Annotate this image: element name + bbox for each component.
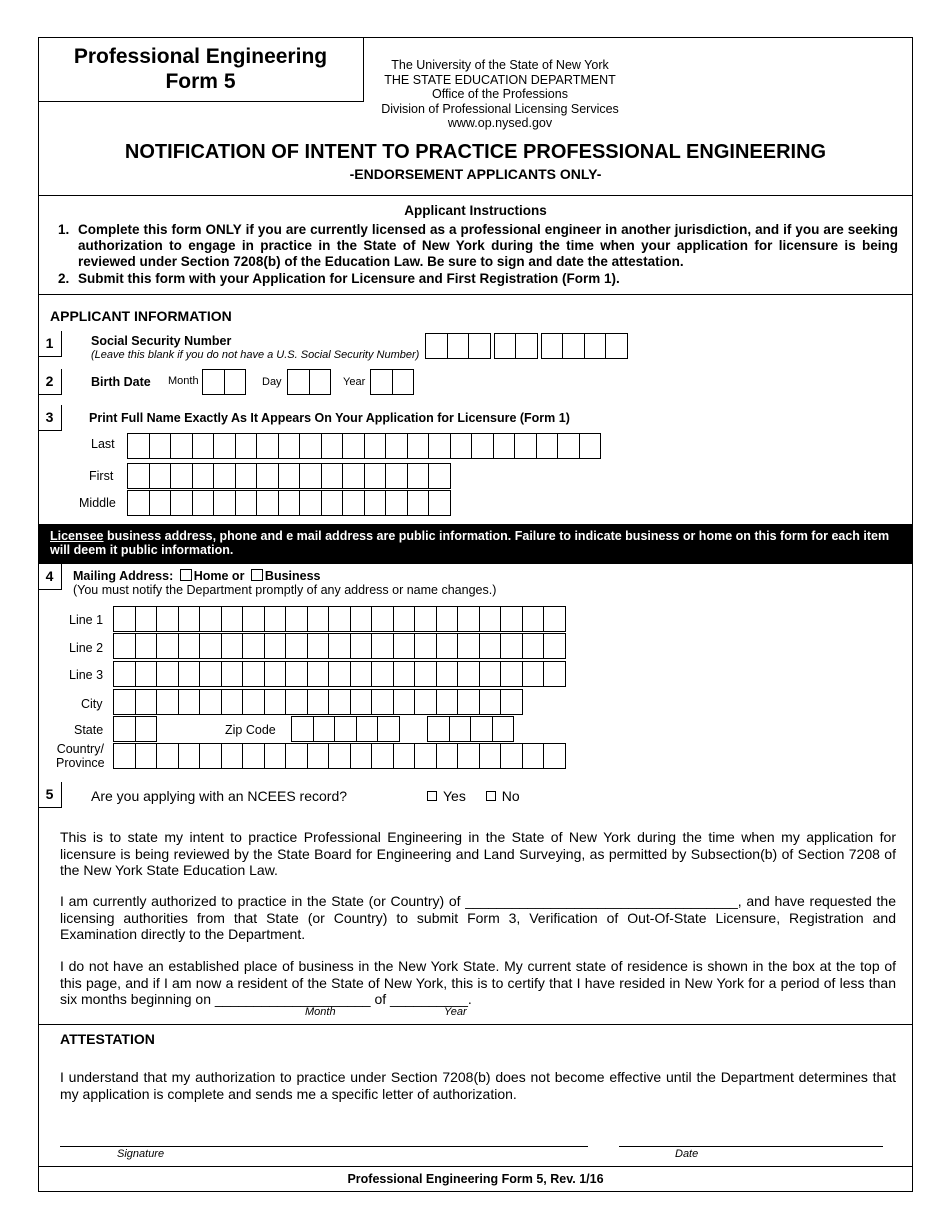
zip-extension-input[interactable]: [427, 716, 513, 742]
char-box[interactable]: [242, 633, 265, 659]
char-box[interactable]: [392, 369, 415, 395]
char-box[interactable]: [350, 633, 373, 659]
char-box[interactable]: [393, 606, 416, 632]
char-box[interactable]: [299, 433, 322, 459]
agency-block: [364, 58, 636, 131]
char-box[interactable]: [407, 433, 430, 459]
char-box[interactable]: [135, 633, 158, 659]
char-box[interactable]: [156, 633, 179, 659]
char-box[interactable]: [350, 743, 373, 769]
char-box[interactable]: [470, 716, 493, 742]
page-subtitle: -ENDORSEMENT APPLICANTS ONLY-: [349, 166, 602, 182]
char-box[interactable]: [313, 716, 336, 742]
char-box[interactable]: [199, 689, 222, 715]
char-box[interactable]: [113, 661, 136, 687]
char-box[interactable]: [364, 433, 387, 459]
char-box[interactable]: [199, 633, 222, 659]
char-box[interactable]: [385, 463, 408, 489]
ncees-yes-checkbox[interactable]: [427, 791, 437, 801]
first-name-input[interactable]: [127, 463, 450, 489]
char-box[interactable]: [113, 606, 136, 632]
char-box[interactable]: [541, 333, 564, 359]
char-box[interactable]: [199, 606, 222, 632]
char-box[interactable]: [385, 490, 408, 516]
char-box[interactable]: [135, 743, 158, 769]
char-box[interactable]: [584, 333, 607, 359]
ncees-no-checkbox[interactable]: [486, 791, 496, 801]
char-box[interactable]: [457, 606, 480, 632]
state-label: State: [74, 723, 104, 737]
birth-day-label: Day: [262, 376, 282, 388]
char-box[interactable]: [370, 369, 393, 395]
ssn-group: [541, 333, 627, 359]
char-box[interactable]: [242, 661, 265, 687]
char-box[interactable]: [342, 433, 365, 459]
char-box[interactable]: [309, 369, 332, 395]
char-box[interactable]: [407, 463, 430, 489]
char-box[interactable]: [264, 606, 287, 632]
mailing-address-label: Mailing Address: Home or Business: [73, 569, 321, 583]
char-box[interactable]: [514, 433, 537, 459]
char-box[interactable]: [414, 689, 437, 715]
char-box[interactable]: [299, 490, 322, 516]
full-name-label: Print Full Name Exactly As It Appears On Your Application for Licensure (Form 1): [89, 411, 570, 425]
char-box[interactable]: [221, 633, 244, 659]
char-box[interactable]: [543, 743, 566, 769]
char-box[interactable]: [321, 433, 344, 459]
ssn-note: (Leave this blank if you do not have a U.S. Social Security Number): [91, 349, 420, 361]
char-box[interactable]: [192, 490, 215, 516]
char-box[interactable]: [450, 433, 473, 459]
char-box[interactable]: [414, 661, 437, 687]
char-box[interactable]: [492, 716, 515, 742]
char-box[interactable]: [536, 433, 559, 459]
char-box[interactable]: [371, 606, 394, 632]
char-box[interactable]: [436, 689, 459, 715]
char-box[interactable]: [135, 716, 158, 742]
attestation-heading: ATTESTATION: [60, 1031, 155, 1047]
char-box[interactable]: [334, 716, 357, 742]
city-input[interactable]: [113, 689, 522, 715]
char-box[interactable]: [221, 689, 244, 715]
char-box[interactable]: [192, 433, 215, 459]
ssn-label: Social Security Number: [91, 334, 232, 348]
char-box[interactable]: [221, 661, 244, 687]
line2-label: Line 2: [69, 641, 104, 655]
birth-month-label: Month: [168, 375, 199, 387]
divider: [38, 1166, 913, 1167]
city-label: City: [81, 697, 103, 711]
char-box[interactable]: [479, 661, 502, 687]
agency-office: Office of the Professions: [432, 87, 568, 101]
char-box[interactable]: [113, 743, 136, 769]
char-box[interactable]: [457, 661, 480, 687]
char-box[interactable]: [278, 433, 301, 459]
instruction-item: 1. Complete this form ONLY if you are currently licensed as a professional engineer in another jurisdiction, and if you are seeking authorization to engage in practice in the State of New York during the time when your application for licensure is being reviewed under Section 7208(b) of the Education Law. Be sure to sign and date the attestation.: [58, 222, 898, 269]
char-box[interactable]: [113, 633, 136, 659]
char-box[interactable]: [285, 606, 308, 632]
mailing-note: (You must notify the Department promptly of any address or name changes.): [73, 583, 497, 597]
char-box[interactable]: [427, 716, 450, 742]
char-box[interactable]: [199, 661, 222, 687]
char-box[interactable]: [307, 633, 330, 659]
char-box[interactable]: [285, 743, 308, 769]
char-box[interactable]: [328, 633, 351, 659]
address-line2-input[interactable]: [113, 633, 565, 659]
question-number: 1: [38, 331, 62, 357]
char-box[interactable]: [479, 689, 502, 715]
char-box[interactable]: [562, 333, 585, 359]
char-box[interactable]: [285, 689, 308, 715]
char-box[interactable]: [371, 689, 394, 715]
char-box[interactable]: [235, 433, 258, 459]
char-box[interactable]: [256, 463, 279, 489]
char-box[interactable]: [436, 743, 459, 769]
char-box[interactable]: [178, 743, 201, 769]
birth-date-label: Birth Date: [91, 375, 151, 389]
divider: [38, 294, 913, 295]
char-box[interactable]: [414, 743, 437, 769]
char-box[interactable]: [213, 490, 236, 516]
authorization-statement: I am currently authorized to practice in the State (or Country) of ___________________________________, and have requested the licensing authorities from that State (or Country) to submit Form 3, Verification of Out-Of-State Licensure, Registration and Examination directly to the Department.: [60, 893, 896, 942]
attestation-text: I understand that my authorization to practice under Section 7208(b) does not become effective until the Department determines that my application is complete and sends me a specific letter of authorization.: [60, 1069, 896, 1102]
char-box[interactable]: [127, 433, 150, 459]
char-box[interactable]: [135, 689, 158, 715]
char-box[interactable]: [457, 633, 480, 659]
char-box[interactable]: [192, 463, 215, 489]
ncees-yes-label: Yes: [443, 788, 466, 804]
char-box[interactable]: [235, 490, 258, 516]
char-box[interactable]: [242, 689, 265, 715]
char-box[interactable]: [414, 606, 437, 632]
last-name-label: Last: [91, 437, 115, 451]
ncees-question: Are you applying with an NCEES record?: [91, 788, 348, 804]
char-box[interactable]: [299, 463, 322, 489]
question-number: 3: [38, 405, 62, 431]
birth-day-input[interactable]: [287, 369, 330, 395]
public-info-banner: [38, 524, 913, 564]
char-box[interactable]: [113, 716, 136, 742]
char-box[interactable]: [605, 333, 628, 359]
char-box[interactable]: [500, 689, 523, 715]
char-box[interactable]: [407, 490, 430, 516]
zip-label: Zip Code: [225, 723, 276, 737]
char-box[interactable]: [202, 369, 225, 395]
char-box[interactable]: [127, 490, 150, 516]
char-box[interactable]: [543, 661, 566, 687]
char-box[interactable]: [235, 463, 258, 489]
char-box[interactable]: [428, 433, 451, 459]
char-box[interactable]: [256, 490, 279, 516]
char-box[interactable]: [447, 333, 470, 359]
char-box[interactable]: [156, 743, 179, 769]
char-box[interactable]: [457, 689, 480, 715]
banner-text: business address, phone and e mail address are public information. Failure to indicate business or home on this form for each item will deem it public information.: [50, 529, 890, 557]
char-box[interactable]: [371, 661, 394, 687]
line1-label: Line 1: [69, 613, 104, 627]
char-box[interactable]: [149, 433, 172, 459]
char-box[interactable]: [350, 606, 373, 632]
question-number: 5: [38, 782, 62, 808]
char-box[interactable]: [436, 661, 459, 687]
char-box[interactable]: [436, 606, 459, 632]
business-checkbox[interactable]: [251, 569, 263, 581]
char-box[interactable]: [479, 606, 502, 632]
char-box[interactable]: [515, 333, 538, 359]
instruction-item: 2. Submit this form with your Application for Licensure and First Registration (Form 1).: [58, 271, 620, 286]
char-box[interactable]: [156, 606, 179, 632]
char-box[interactable]: [256, 433, 279, 459]
char-box[interactable]: [264, 661, 287, 687]
char-box[interactable]: [307, 606, 330, 632]
char-box[interactable]: [457, 743, 480, 769]
char-box[interactable]: [285, 633, 308, 659]
char-box[interactable]: [178, 633, 201, 659]
char-box[interactable]: [364, 463, 387, 489]
char-box[interactable]: [468, 333, 491, 359]
birth-year-label: Year: [343, 376, 366, 388]
char-box[interactable]: [149, 463, 172, 489]
agency-university: The University of the State of New York: [391, 58, 609, 72]
page-title: NOTIFICATION OF INTENT TO PRACTICE PROFESSIONAL ENGINEERING: [124, 141, 827, 163]
char-box[interactable]: [543, 633, 566, 659]
instructions-heading: Applicant Instructions: [404, 203, 547, 218]
char-box[interactable]: [135, 606, 158, 632]
month-caption: Month: [305, 1006, 336, 1018]
ssn-group: [425, 333, 490, 359]
char-box[interactable]: [178, 661, 201, 687]
ssn-input[interactable]: [425, 333, 631, 359]
date-caption: Date: [675, 1148, 699, 1160]
form-title-box: [38, 37, 364, 102]
char-box[interactable]: [170, 433, 193, 459]
middle-name-input[interactable]: [127, 490, 450, 516]
question-number: 4: [38, 564, 62, 590]
agency-department: THE STATE EDUCATION DEPARTMENT: [384, 72, 616, 87]
form-footer: Professional Engineering Form 5, Rev. 1/16: [347, 1172, 604, 1186]
country-label: Country/ Province: [56, 742, 105, 770]
char-box[interactable]: [500, 743, 523, 769]
signature-line[interactable]: [60, 1146, 588, 1147]
char-box[interactable]: [178, 689, 201, 715]
char-box[interactable]: [278, 463, 301, 489]
zip-input[interactable]: [291, 716, 399, 742]
char-box[interactable]: [149, 490, 172, 516]
char-box[interactable]: [500, 661, 523, 687]
char-box[interactable]: [278, 490, 301, 516]
residence-statement: I do not have an established place of business in the New York State. My current state of residence is shown in the box at the top of this page, and if I am now a resident of the State of New York, this is to certify that I have resided in New York for a period of less than six months beginning on ____________________ of __________.: [60, 958, 896, 1007]
home-checkbox[interactable]: [180, 569, 192, 581]
char-box[interactable]: [522, 606, 545, 632]
char-box[interactable]: [170, 463, 193, 489]
intent-statement: This is to state my intent to practice Professional Engineering in the State of New York during the time when my application for licensure is being reviewed by the State Board for Engineering and Land Surveying, as permitted by Subsection(b) of Section 7208 of the New York State Education Law.: [60, 829, 896, 878]
country-input[interactable]: [113, 743, 565, 769]
char-box[interactable]: [242, 606, 265, 632]
char-box[interactable]: [224, 369, 247, 395]
char-box[interactable]: [170, 490, 193, 516]
last-name-input[interactable]: [127, 433, 600, 459]
char-box[interactable]: [449, 716, 472, 742]
char-box[interactable]: [113, 689, 136, 715]
agency-division: Division of Professional Licensing Services: [381, 101, 619, 116]
char-box[interactable]: [522, 661, 545, 687]
char-box[interactable]: [436, 633, 459, 659]
char-box[interactable]: [479, 633, 502, 659]
char-box[interactable]: [493, 433, 516, 459]
char-box[interactable]: [285, 661, 308, 687]
char-box[interactable]: [342, 463, 365, 489]
char-box[interactable]: [264, 633, 287, 659]
char-box[interactable]: [264, 743, 287, 769]
signature-caption: Signature: [117, 1148, 165, 1160]
ncees-options: [427, 788, 520, 804]
char-box[interactable]: [328, 606, 351, 632]
banner-underlined: Licensee: [50, 529, 104, 543]
line3-label: Line 3: [69, 668, 104, 682]
char-box[interactable]: [221, 743, 244, 769]
char-box[interactable]: [328, 661, 351, 687]
char-box[interactable]: [291, 716, 314, 742]
char-box[interactable]: [242, 743, 265, 769]
char-box[interactable]: [199, 743, 222, 769]
address-line3-input[interactable]: [113, 661, 565, 687]
char-box[interactable]: [428, 490, 451, 516]
char-box[interactable]: [393, 661, 416, 687]
char-box[interactable]: [543, 606, 566, 632]
divider: [38, 1024, 913, 1025]
char-box[interactable]: [264, 689, 287, 715]
char-box[interactable]: [393, 689, 416, 715]
ncees-no-label: No: [501, 788, 520, 804]
char-box[interactable]: [579, 433, 602, 459]
char-box[interactable]: [557, 433, 580, 459]
char-box[interactable]: [414, 633, 437, 659]
char-box[interactable]: [425, 333, 448, 359]
char-box[interactable]: [321, 463, 344, 489]
agency-website: www.op.nysed.gov: [447, 116, 553, 130]
char-box[interactable]: [307, 661, 330, 687]
char-box[interactable]: [350, 689, 373, 715]
char-box[interactable]: [479, 743, 502, 769]
char-box[interactable]: [364, 490, 387, 516]
char-box[interactable]: [221, 606, 244, 632]
question-number: 2: [38, 369, 62, 395]
char-box[interactable]: [377, 716, 400, 742]
divider: [38, 195, 913, 196]
char-box[interactable]: [307, 689, 330, 715]
birth-month-input[interactable]: [202, 369, 245, 395]
char-box[interactable]: [156, 689, 179, 715]
char-box[interactable]: [500, 633, 523, 659]
char-box[interactable]: [135, 661, 158, 687]
char-box[interactable]: [127, 463, 150, 489]
char-box[interactable]: [494, 333, 517, 359]
form-number: Form 5: [165, 70, 236, 93]
char-box[interactable]: [321, 490, 344, 516]
char-box[interactable]: [307, 743, 330, 769]
char-box[interactable]: [500, 606, 523, 632]
char-box[interactable]: [428, 463, 451, 489]
char-box[interactable]: [328, 743, 351, 769]
char-box[interactable]: [178, 606, 201, 632]
ssn-group: [494, 333, 537, 359]
home-option-label: Home or: [193, 569, 245, 583]
char-box[interactable]: [371, 633, 394, 659]
date-line[interactable]: [619, 1146, 883, 1147]
birth-year-input[interactable]: [370, 369, 413, 395]
char-box[interactable]: [393, 633, 416, 659]
business-option-label: Business: [264, 569, 321, 583]
state-input[interactable]: [113, 716, 156, 742]
char-box[interactable]: [522, 633, 545, 659]
char-box[interactable]: [471, 433, 494, 459]
char-box[interactable]: [328, 689, 351, 715]
char-box[interactable]: [356, 716, 379, 742]
char-box[interactable]: [371, 743, 394, 769]
char-box[interactable]: [156, 661, 179, 687]
middle-name-label: Middle: [79, 496, 116, 510]
char-box[interactable]: [342, 490, 365, 516]
year-caption: Year: [444, 1006, 467, 1018]
char-box[interactable]: [213, 433, 236, 459]
char-box[interactable]: [522, 743, 545, 769]
char-box[interactable]: [350, 661, 373, 687]
first-name-label: First: [89, 469, 114, 483]
applicant-info-heading: APPLICANT INFORMATION: [50, 308, 232, 324]
form-title: Professional Engineering: [73, 45, 328, 68]
address-line1-input[interactable]: [113, 606, 565, 632]
char-box[interactable]: [287, 369, 310, 395]
char-box[interactable]: [213, 463, 236, 489]
char-box[interactable]: [393, 743, 416, 769]
char-box[interactable]: [385, 433, 408, 459]
